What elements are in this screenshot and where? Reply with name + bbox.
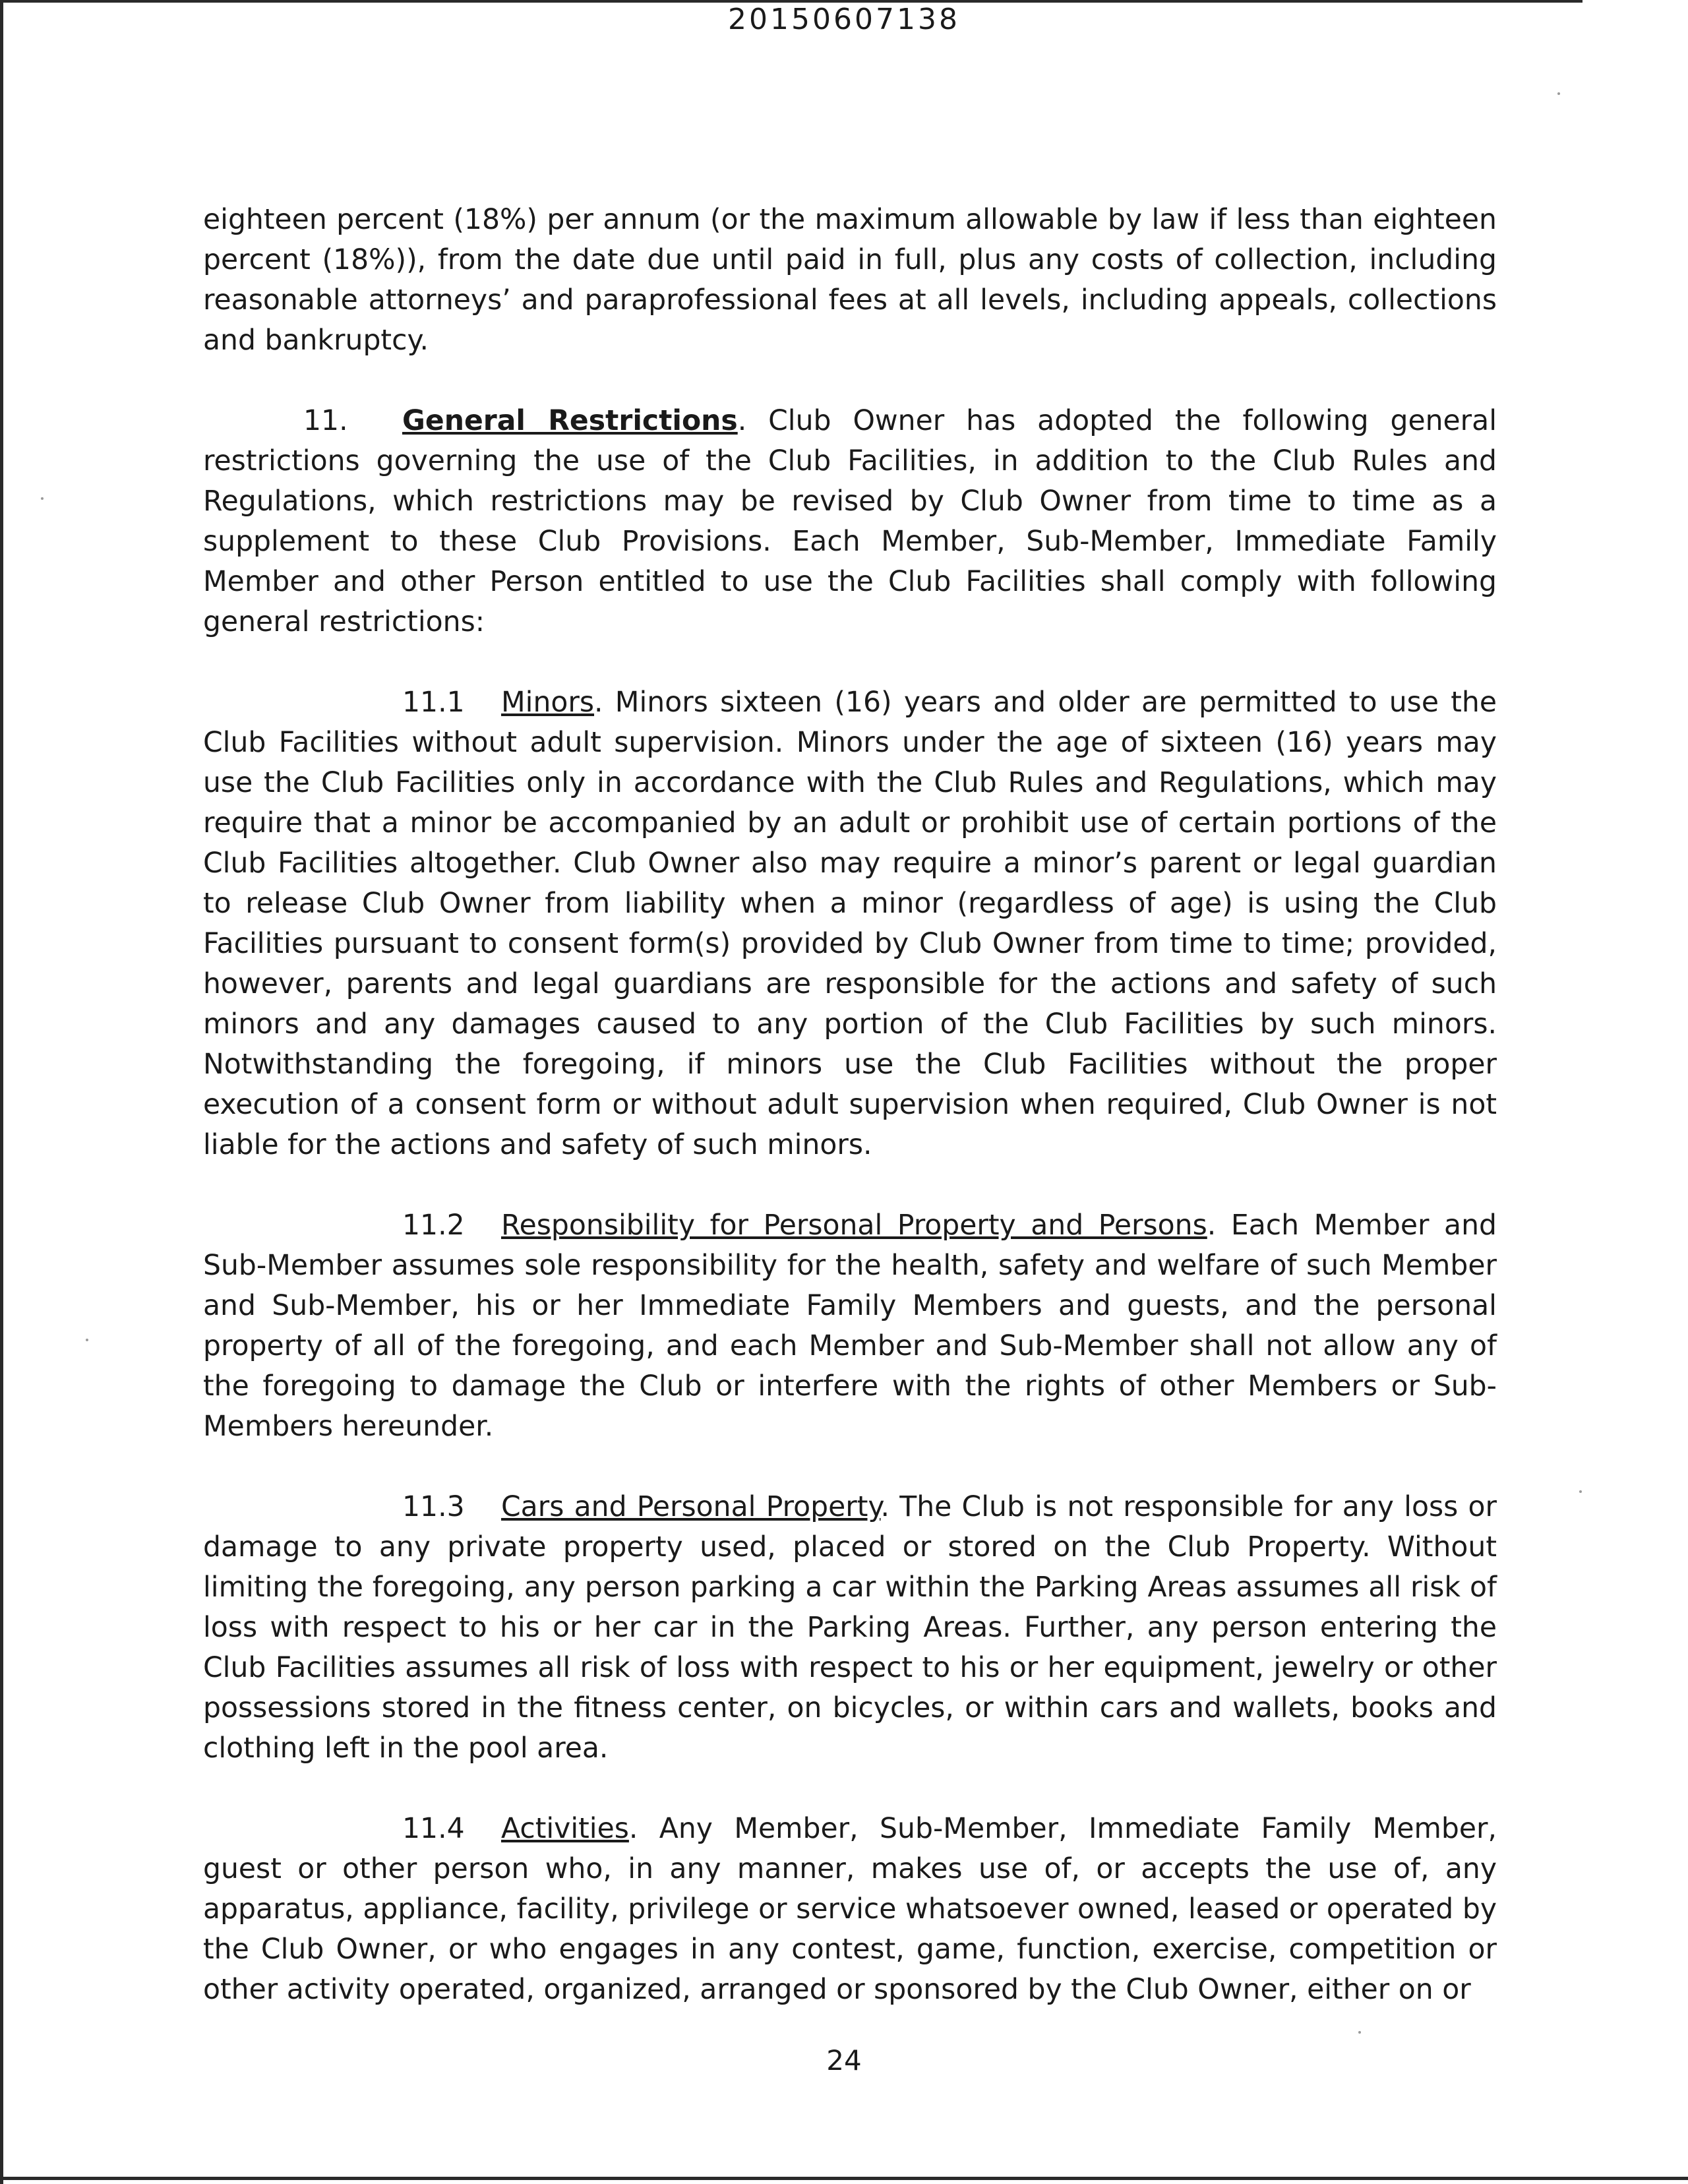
document-body [203,200,1497,2050]
document-number: 20150607138 [728,3,960,36]
scan-speck [1557,92,1560,95]
section-text: . Each Member and Sub-Member assumes sole responsibility for the health, safety and welfare of such Member and Sub-Member, his or her Immediate Family Members and guests, and the personal property of all of the foregoing, and each Member and Sub-Member shall not allow any of the foregoing to damage the Club or interfere with the rights of other Members or Sub-Members hereunder. [203,1209,1497,1443]
scan-speck [41,497,44,500]
scan-speck [1358,2031,1361,2034]
scan-speck [86,1339,88,1341]
paragraph-continuation [203,200,1497,361]
section-number: 11.4 [402,1813,465,1845]
section-text: . Any Member, Sub-Member, Immediate Family Member, guest or other person who, in any manner, makes use of, or accepts the use of, any apparatus, appliance, facility, privilege or service whatsoever owned, leased or operated by the Club Owner, or who engages in any contest, game, function, exercise, competition or other activity operated, organized, arranged or sponsored by the Club Owner, either on or [203,1813,1497,2006]
section-11-general-restrictions [203,401,1497,642]
paragraph-text: eighteen percent (18%) per annum (or the maximum allowable by law if less than eighteen percent (18%)), from the date due until paid in full, plus any costs of collection, including reasonable attorneys’ and paraprofessional fees at all levels, including appeals, collections and bankruptcy. [203,204,1497,357]
section-11-2-responsibility [203,1205,1497,1447]
section-text: . Minors sixteen (16) years and older are permitted to use the Club Facilities without adult supervision. Minors under the age of sixteen (16) years may use the Club Facilities only in accordance with the Club Rules and Regulations, which may require that a minor be accompanied by an adult or prohibit use of certain portions of the Club Facilities altogether. Club Owner also may require a minor’s parent or legal guardian to release Club Owner from liability when a minor (regardless of age) is using the Club Facilities pursuant to consent form(s) provided by Club Owner from time to time; provided, however, parents and legal guardians are responsible for the actions and safety of such minors and any damages caused to any portion of the Club Facilities by such minors. Notwithstanding the foregoing, if minors use the Club Facilities without the proper execution of a consent form or without adult supervision when required, Club Owner is not liable for the actions and safety of such minors. [203,686,1497,1161]
section-text: . Club Owner has adopted the following general restrictions governing the use of the Club Facilities, in addition to the Club Rules and Regulations, which restrictions may be revised by Club Owner from time to time as a supplement to these Club Provisions. Each Member, Sub-Member, Immediate Family Member and other Person entitled to use the Club Facilities shall comply with following general restrictions: [203,405,1497,638]
section-heading: Responsibility for Personal Property and Persons [501,1209,1207,1242]
page-number: 24 [826,2044,862,2077]
section-number: 11. [303,405,348,437]
section-heading: Activities [501,1813,629,1845]
section-number: 11.2 [402,1209,465,1242]
section-heading: General Restrictions [402,405,738,437]
section-number: 11.1 [402,686,465,719]
section-heading: Cars and Personal Property [501,1491,881,1523]
scan-edge-left [0,0,3,2184]
section-11-4-activities [203,1809,1497,2010]
scan-speck [1579,1490,1582,1493]
section-number: 11.3 [402,1491,465,1523]
section-text: . The Club is not responsible for any loss or damage to any private property used, placed or stored on the Club Property. Without limiting the foregoing, any person parking a car within the Parking Areas assumes all risk of loss with respect to his or her car in the Parking Areas. Further, any person entering the Club Facilities assumes all risk of loss with respect to his or her equipment, jewelry or other possessions stored in the fitness center, on bicycles, or within cars and wallets, books and clothing left in the pool area. [203,1491,1497,1765]
section-heading: Minors [501,686,595,719]
section-11-3-cars-property [203,1487,1497,1769]
section-11-1-minors [203,682,1497,1165]
scan-edge-bottom [0,2177,1688,2180]
